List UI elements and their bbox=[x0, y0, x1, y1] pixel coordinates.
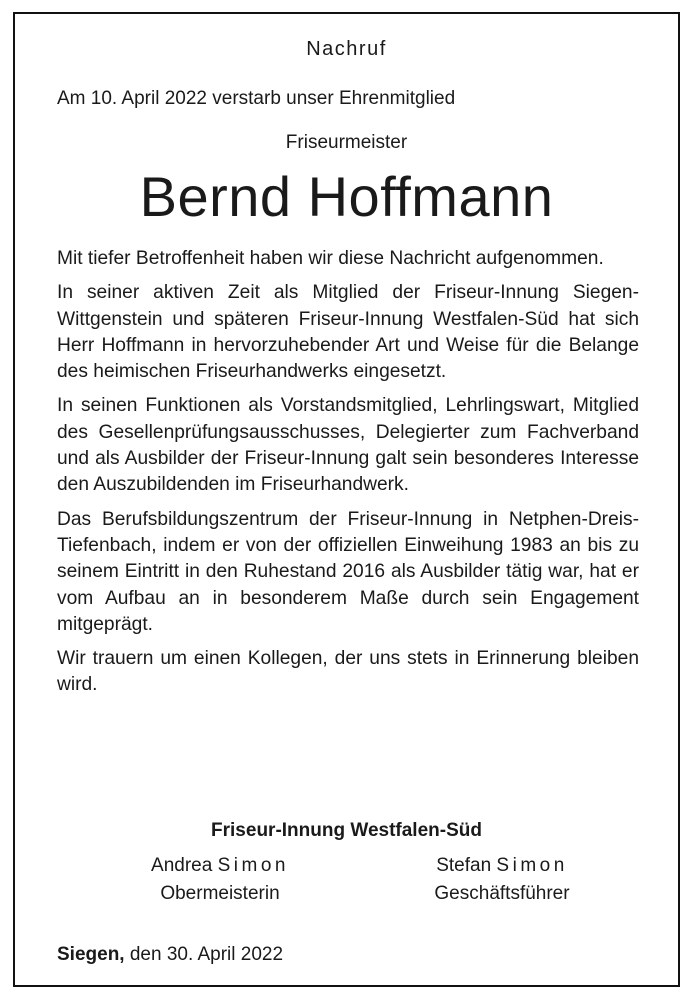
place: Siegen, bbox=[57, 944, 125, 965]
signatory-title: Geschäftsführer bbox=[434, 883, 570, 904]
deceased-role: Friseurmeister bbox=[285, 132, 408, 153]
paragraph: Wir trauern um einen Kollegen, der uns stets in Erinnerung bleiben wird. bbox=[57, 648, 639, 696]
intro-line: Am 10. April 2022 verstarb unser Ehrenmitglied bbox=[57, 88, 456, 109]
signatory-last-name: Simon bbox=[496, 855, 568, 876]
signatory-name bbox=[382, 852, 622, 880]
obituary-notice bbox=[13, 12, 680, 987]
date: den 30. April 2022 bbox=[129, 944, 284, 965]
place-date-line bbox=[57, 944, 283, 966]
signatory-name bbox=[100, 852, 340, 880]
organization-name: Friseur-Innung Westfalen-Süd bbox=[211, 820, 482, 841]
obituary-body bbox=[57, 246, 639, 707]
notice-heading: Nachruf bbox=[306, 38, 387, 60]
signatory-first-name: Andrea bbox=[151, 855, 213, 876]
paragraph: In seinen Funktionen als Vorstandsmitglied, Lehrlingswart, Mitglied des Gesellenprüfungsausschusses, Delegierter zum Fachverband und als Ausbilder der Friseur-Innung galt sein besonderes Interesse den Auszubildenden im Friseurhandwerk. bbox=[57, 395, 639, 496]
signatory-first-name: Stefan bbox=[436, 855, 492, 876]
signatory-left bbox=[100, 852, 340, 908]
signatory-right bbox=[382, 852, 622, 908]
signatory-last-name: Simon bbox=[217, 855, 289, 876]
deceased-name: Bernd Hoffmann bbox=[139, 165, 554, 228]
signatory-title: Obermeisterin bbox=[160, 883, 280, 904]
paragraph: In seiner aktiven Zeit als Mitglied der Friseur-Innung Siegen-Wittgenstein und späteren Friseur-Innung Westfalen-Süd hat sich Herr Hoffmann in hervorzuhebender Art und Weise für die Belange des heimischen Friseurhandwerks eingesetzt. bbox=[57, 282, 639, 383]
paragraph: Das Berufsbildungszentrum der Friseur-Innung in Netphen-Dreis-Tiefenbach, indem er von der offiziellen Einweihung 1983 an bis zu seinem Eintritt in den Ruhestand 2016 als Ausbilder tätig war, hat er vom Aufbau an in besonderem Maße durch sein Engagement mitgeprägt. bbox=[57, 508, 639, 635]
paragraph: Mit tiefer Betroffenheit haben wir diese Nachricht aufgenommen. bbox=[57, 248, 604, 269]
